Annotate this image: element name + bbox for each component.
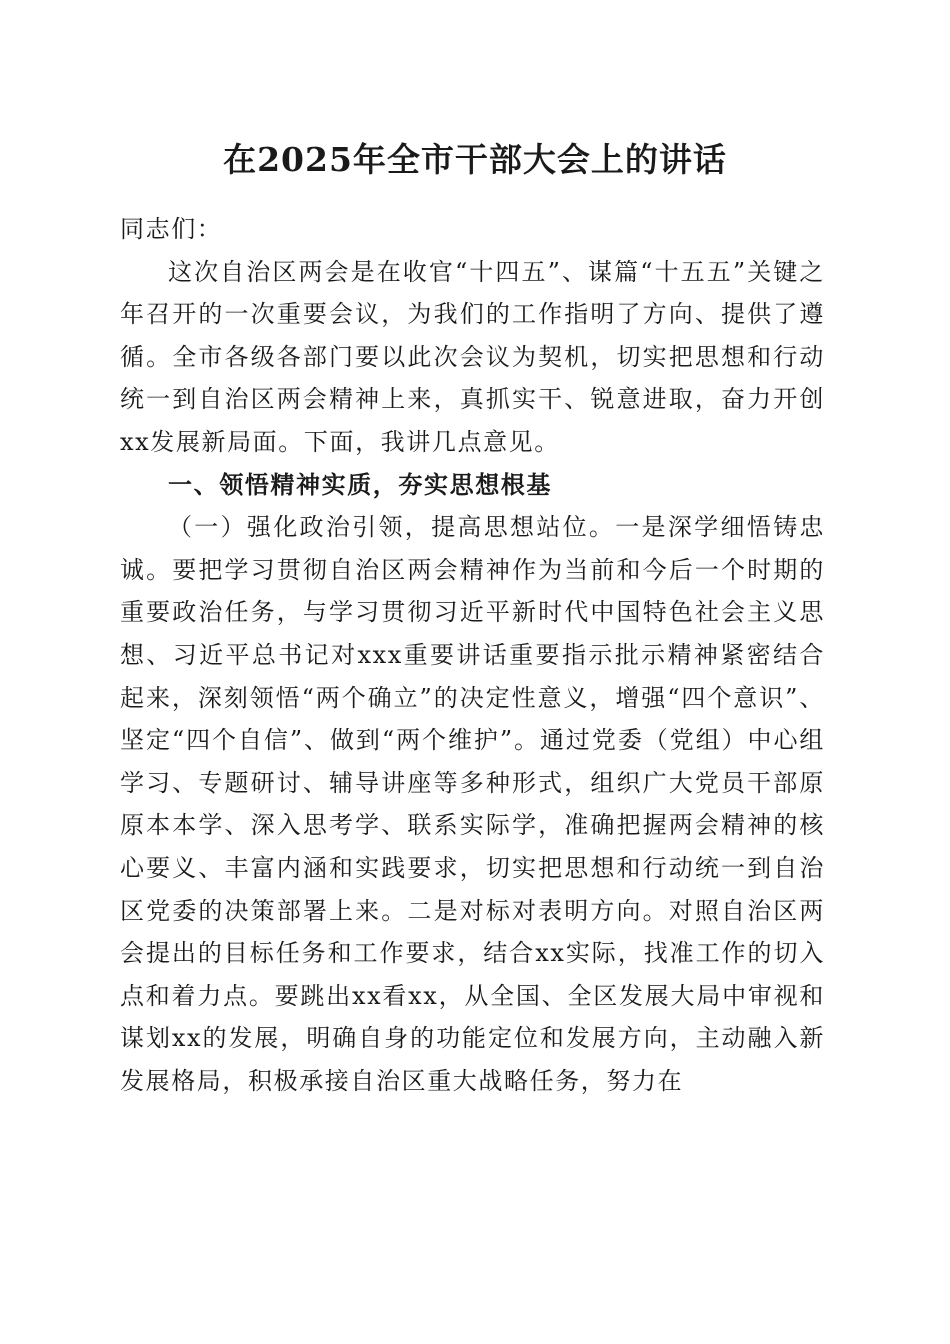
- salutation: 同志们：: [120, 215, 223, 243]
- document-title: 在2025年全市干部大会上的讲话: [223, 140, 727, 179]
- section-1-paragraph-1: （一）强化政治引领，提高思想站位。一是深学细悟铸忠诚。要把学习贯彻自治区两会精神作为当前和今后一个时期的重要政治任务，与学习贯彻习近平新时代中国特色社会主义思想、习近平总书记对xxx重要讲话重要指示批示精神紧密结合起来，深刻领悟“两个确立”的决定性意义，增强“四个意识”、坚定“四个自信”、做到“两个维护”。通过党委（党组）中心组学习、专题研讨、辅导讲座等多种形式，组织广大党员干部原原本本学、深入思考学、联系实际学，准确把握两会精神的核心要义、丰富内涵和实践要求，切实把思想和行动统一到自治区党委的决策部署上来。二是对标对表明方向。对照自治区两会提出的目标任务和工作要求，结合xx实际，找准工作的切入点和着力点。要跳出xx看xx，从全国、全区发展大局中审视和谋划xx的发展，明确自身的功能定位和发展方向，主动融入新发展格局，积极承接自治区重大战略任务，努力在: [120, 513, 825, 1095]
- intro-paragraph: 这次自治区两会是在收官“十四五”、谋篇“十五五”关键之年召开的一次重要会议，为我们的工作指明了方向、提供了遵循。全市各级各部门要以此次会议为契机，切实把思想和行动统一到自治区两会精神上来，真抓实干、锐意进取，奋力开创xx发展新局面。下面，我讲几点意见。: [120, 257, 825, 456]
- section-heading-1: 一、领悟精神实质，夯实思想根基: [168, 470, 552, 499]
- document-body: [120, 208, 825, 1102]
